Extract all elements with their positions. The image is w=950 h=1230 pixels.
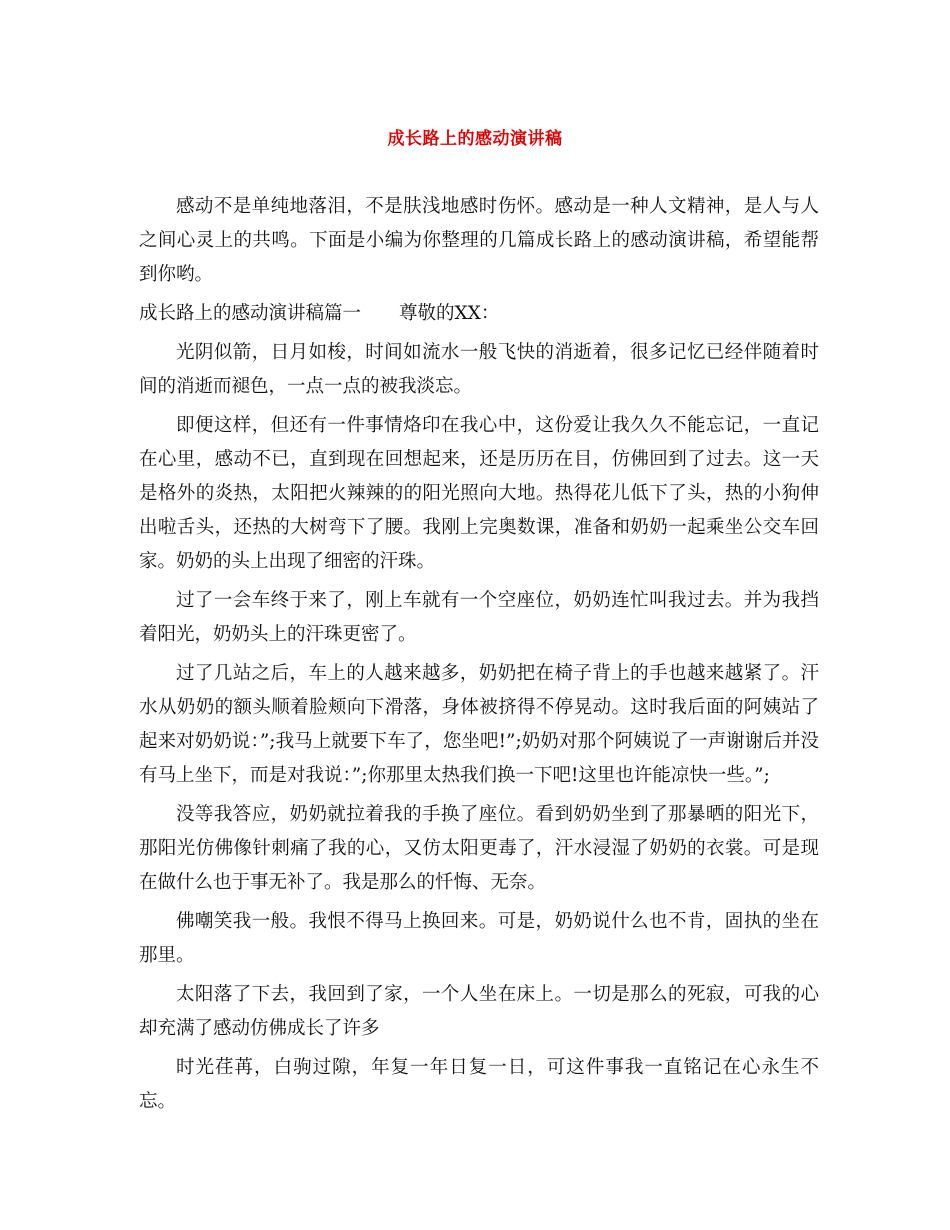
- body-paragraph-5: 没等我答应，奶奶就拉着我的手换了座位。看到奶奶坐到了那暴晒的阳光下，那阳光仿佛像针刺痛了我的心，又仿太阳更毒了，汗水浸湿了奶奶的衣裳。可是现在做什么也于事无补了。我是那么的忏悔、无奈。: [139, 804, 819, 893]
- body-paragraph-4: 过了几站之后，车上的人越来越多，奶奶把在椅子背上的手也越来越紧了。汗水从奶奶的额头顺着脸颊向下滑落，身体被挤得不停晃动。这时我后面的阿姨站了起来对奶奶说：”;我马上就要下车了，您坐吧!”;奶奶对那个阿姨说了一声谢谢后并没有马上坐下，而是对我说：”;你那里太热我们换一下吧!这里也许能凉快一些。”;: [139, 663, 819, 786]
- document-title: 成长路上的感动演讲稿: [387, 129, 563, 149]
- intro-paragraph: 感动不是单纯地落泪，不是肤浅地感时伤怀。感动是一种人文精神，是人与人之间心灵上的共鸣。下面是小编为你整理的几篇成长路上的感动演讲稿，希望能帮到你哟。: [139, 196, 819, 285]
- body-paragraph-6: 佛嘲笑我一般。我恨不得马上换回来。可是，奶奶说什么也不肯，固执的坐在那里。: [139, 911, 819, 966]
- section-heading: 成长路上的感动演讲稿篇一: [139, 303, 362, 324]
- body-paragraph-3: 过了一会车终于来了，刚上车就有一个空座位，奶奶连忙叫我过去。并为我挡着阳光，奶奶头上的汗珠更密了。: [139, 590, 819, 645]
- document-body: [139, 190, 819, 1124]
- body-paragraph-7: 太阳落了下去，我回到了家，一个人坐在床上。一切是那么的死寂，可我的心却充满了感动仿佛成长了许多: [139, 984, 819, 1039]
- body-paragraph-1: 光阴似箭，日月如梭，时间如流水一般飞快的消逝着，很多记忆已经伴随着时间的消逝而褪色，一点一点的被我淡忘。: [139, 342, 819, 397]
- body-paragraph-2: 即便这样，但还有一件事情烙印在我心中，这份爱让我久久不能忘记，一直记在心里，感动不已，直到现在回想起来，还是历历在目，仿佛回到了过去。这一天是格外的炎热，太阳把火辣辣的的阳光照向大地。热得花儿低下了头，热的小狗伸出啦舌头，还热的大树弯下了腰。我刚上完奥数课，准备和奶奶一起乘坐公交车回家。奶奶的头上出现了细密的汗珠。: [139, 415, 819, 572]
- body-paragraph-8: 时光荏苒，白驹过隙，年复一年日复一日，可这件事我一直铭记在心永生不忘。: [139, 1057, 819, 1112]
- salutation: 尊敬的XX：: [399, 303, 500, 324]
- section-heading-line: [139, 297, 819, 331]
